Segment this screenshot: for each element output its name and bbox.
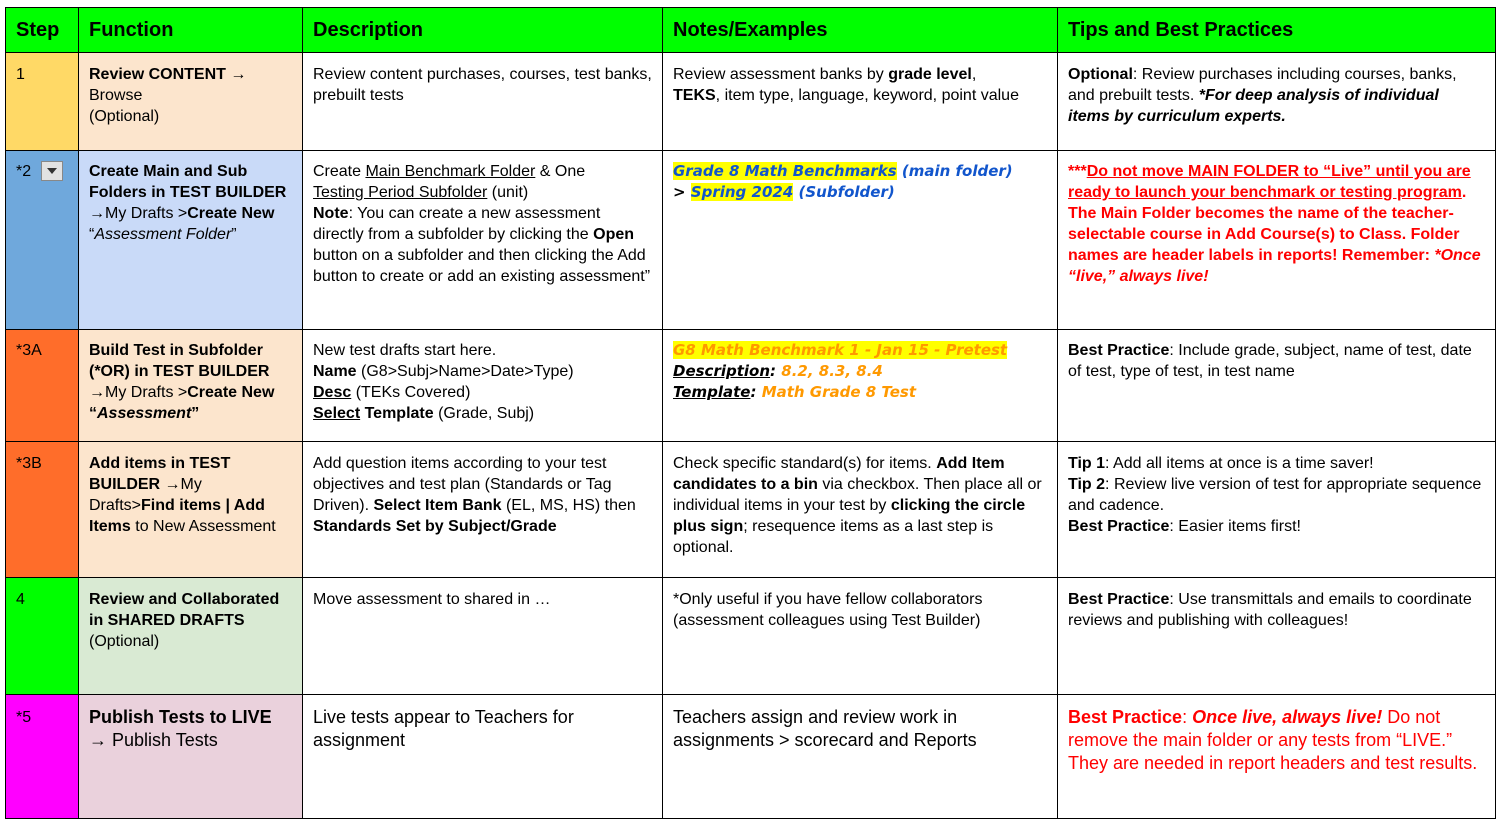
function-cell: Review CONTENT → Browse (Optional) <box>79 53 303 151</box>
table-row <box>6 330 1496 442</box>
tips-cell: Optional: Review purchases including courses, banks, and prebuilt tests. *For deep analysis of individual items by curriculum experts. <box>1058 53 1496 151</box>
notes-cell: Teachers assign and review work in assignments > scorecard and Reports <box>663 695 1058 819</box>
header-description: Description <box>303 8 663 53</box>
description-cell: Move assessment to shared in … <box>303 578 663 695</box>
notes-cell: Check specific standard(s) for items. Add Item candidates to a bin via checkbox. Then place all or individual items in your test by clicking the circle plus sign; resequence items as a last step is optional. <box>663 442 1058 578</box>
dropdown-arrow-icon[interactable] <box>41 161 63 181</box>
header-tips: Tips and Best Practices <box>1058 8 1496 53</box>
function-cell: Add items in TEST BUILDER →My Drafts>Find items | Add Items to New Assessment <box>79 442 303 578</box>
header-notes: Notes/Examples <box>663 8 1058 53</box>
tips-cell: ***Do not move MAIN FOLDER to “Live” until you are ready to launch your benchmark or testing program. The Main Folder becomes the name of the teacher-selectable course in Add Course(s) to Class. Folder names are header labels in reports! Remember: *Once “live,” always live! <box>1058 151 1496 330</box>
description-cell: Create Main Benchmark Folder & One Testing Period Subfolder (unit) Note: You can create a new assessment directly from a subfolder by clicking the Open button on a subfolder and then clicking the Add button to create or add an existing assessment” <box>303 151 663 330</box>
description-cell: Review content purchases, courses, test banks, prebuilt tests <box>303 53 663 151</box>
notes-cell: G8 Math Benchmark 1 - Jan 15 - Pretest Description: 8.2, 8.3, 8.4 Template: Math Grade 8 Test <box>663 330 1058 442</box>
step-cell: 4 <box>6 578 79 695</box>
tips-cell: Best Practice: Use transmittals and emails to coordinate reviews and publishing with colleagues! <box>1058 578 1496 695</box>
notes-cell: Review assessment banks by grade level, TEKS, item type, language, keyword, point value <box>663 53 1058 151</box>
function-cell: Review and Collaborated in SHARED DRAFTS (Optional) <box>79 578 303 695</box>
step-cell: *3A <box>6 330 79 442</box>
table-row <box>6 442 1496 578</box>
step-cell: 1 <box>6 53 79 151</box>
header-row <box>6 8 1496 53</box>
function-cell: Build Test in Subfolder (*OR) in TEST BUILDER →My Drafts >Create New “Assessment” <box>79 330 303 442</box>
table-row <box>6 578 1496 695</box>
header-function: Function <box>79 8 303 53</box>
step-cell: *3B <box>6 442 79 578</box>
description-cell: Add question items according to your test objectives and test plan (Standards or Tag Driven). Select Item Bank (EL, MS, HS) then Standards Set by Subject/Grade <box>303 442 663 578</box>
tips-cell: Best Practice: Once live, always live! Do not remove the main folder or any tests from “LIVE.” They are needed in report headers and test results. <box>1058 695 1496 819</box>
workflow-table <box>5 7 1496 819</box>
table-row <box>6 151 1496 330</box>
header-step: Step <box>6 8 79 53</box>
description-cell: New test drafts start here. Name (G8>Subj>Name>Date>Type) Desc (TEKs Covered) Select Template (Grade, Subj) <box>303 330 663 442</box>
notes-cell: Grade 8 Math Benchmarks (main folder) > Spring 2024 (Subfolder) <box>663 151 1058 330</box>
function-cell: Create Main and Sub Folders in TEST BUILDER →My Drafts >Create New “Assessment Folder” <box>79 151 303 330</box>
table-row <box>6 53 1496 151</box>
function-cell: Publish Tests to LIVE → Publish Tests <box>79 695 303 819</box>
step-cell: *5 <box>6 695 79 819</box>
tips-cell: Best Practice: Include grade, subject, name of test, date of test, type of test, in test name <box>1058 330 1496 442</box>
description-cell: Live tests appear to Teachers for assignment <box>303 695 663 819</box>
notes-cell: *Only useful if you have fellow collaborators (assessment colleagues using Test Builder) <box>663 578 1058 695</box>
table-row <box>6 695 1496 819</box>
step-cell: *2 <box>6 151 79 330</box>
tips-cell: Tip 1: Add all items at once is a time saver! Tip 2: Review live version of test for appropriate sequence and cadence. Best Practice: Easier items first! <box>1058 442 1496 578</box>
